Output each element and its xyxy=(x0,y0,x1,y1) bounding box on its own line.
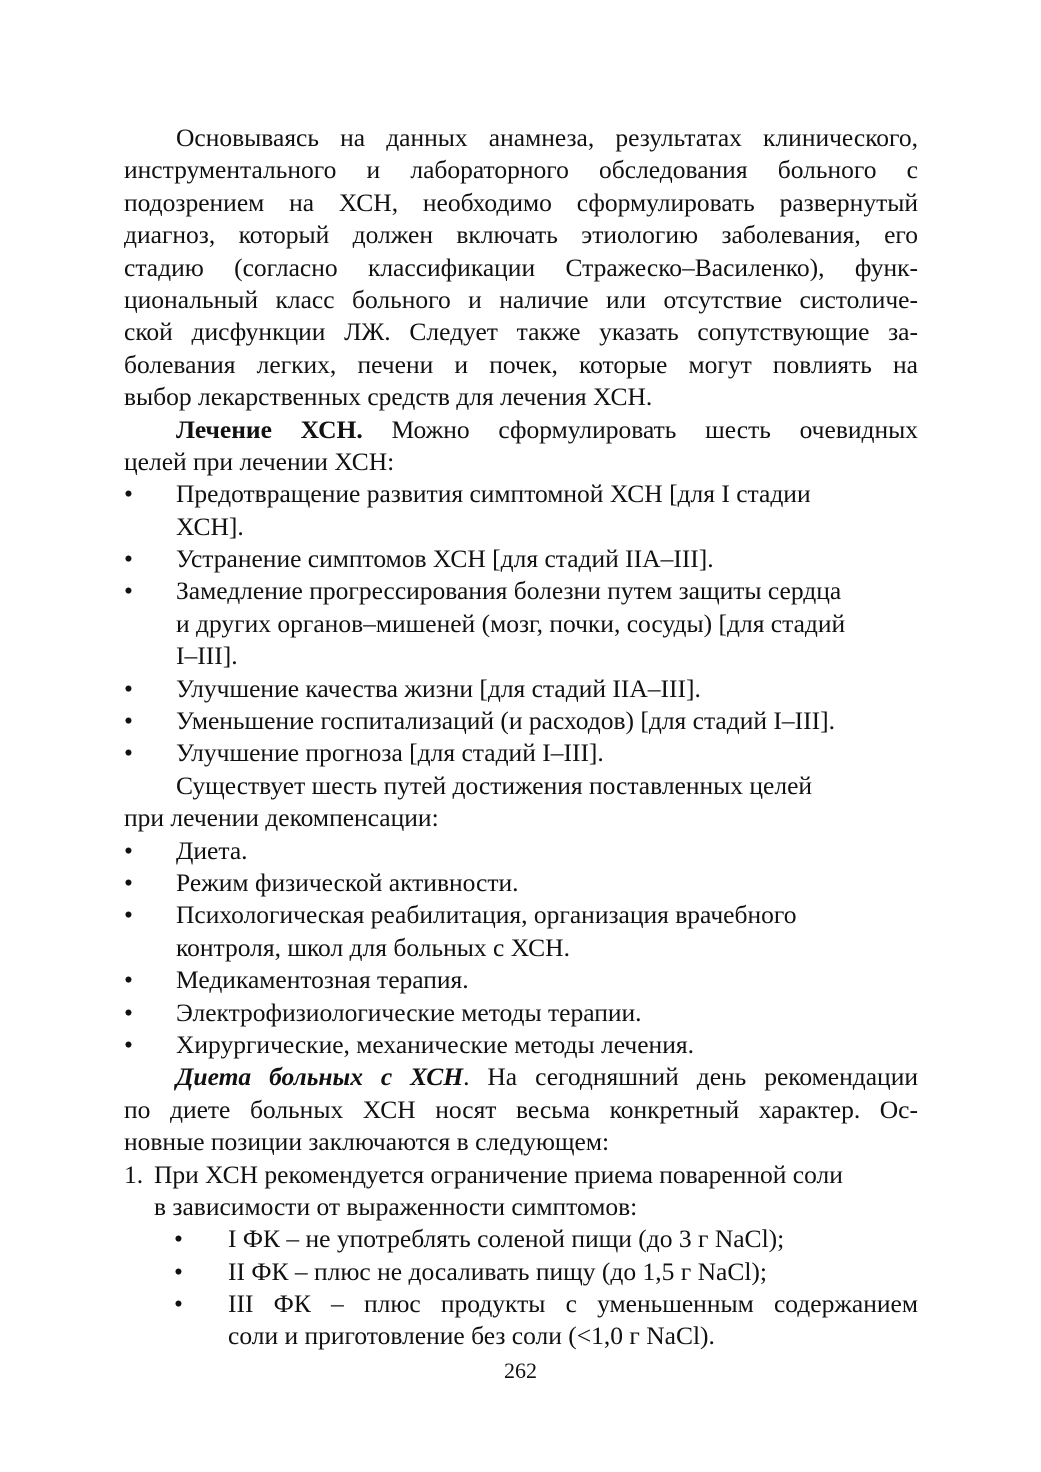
page-body xyxy=(124,122,918,1353)
sub-list-item: • I ФК – не употреблять соленой пищи (до 3 г NaCl); xyxy=(124,1223,918,1255)
diet-intro xyxy=(124,1061,918,1093)
bullet-icon: • xyxy=(124,479,133,509)
bullet-icon: • xyxy=(124,544,133,574)
paragraph-line: ской дисфункции ЛЖ. Следует также указать сопутствующие за- xyxy=(124,317,918,347)
diet-line: по диете больных ХСН носят весьма конкретный характер. Ос- xyxy=(124,1094,918,1124)
treatment-heading: Лечение ХСН. xyxy=(176,414,363,444)
treatment-intro xyxy=(124,414,918,446)
paragraph-line: стадию (согласно классификации Стражеско–Василенко), функ- xyxy=(124,252,918,282)
list-item: • Режим физической активности. xyxy=(124,867,918,899)
item-number: 1. xyxy=(124,1159,144,1189)
bullet-icon: • xyxy=(124,576,133,606)
diet-text: . На сегодняшний день рекомендации xyxy=(463,1062,918,1092)
bullet-icon: • xyxy=(124,997,133,1027)
paragraph-line: циональный класс больного и наличие или отсутствие систоличе- xyxy=(124,284,918,314)
diet-heading: Диета больных с ХСН xyxy=(176,1062,464,1092)
paragraph-line: инструментального и лабораторного обследования больного с xyxy=(124,155,918,185)
list-item: • Психологическая реабилитация, организация врачебного xyxy=(124,899,918,931)
list-item: • Электрофизиологические методы терапии. xyxy=(124,997,918,1029)
sub-list-item: • II ФК – плюс не досаливать пищу (до 1,5 г NaCl); xyxy=(124,1256,918,1288)
list-item: • Улучшение прогноза [для стадий I–III]. xyxy=(124,737,918,769)
list-item: • Уменьшение госпитализаций (и расходов) [для стадий I–III]. xyxy=(124,705,918,737)
treatment-text: Можно сформулировать шесть очевидных xyxy=(362,414,918,444)
bullet-icon: • xyxy=(124,673,133,703)
sub-list-item-continuation: соли и приготовление без соли (<1,0 г NaCl). xyxy=(228,1321,715,1351)
paragraph-line: болевания легких, печени и почек, которые могут повлиять на xyxy=(124,349,918,379)
list-item: • Медикаментозная терапия. xyxy=(124,964,918,996)
bullet-icon: • xyxy=(124,1029,133,1059)
numbered-item-continuation: в зависимости от выраженности симптомов: xyxy=(154,1191,638,1221)
bullet-icon: • xyxy=(174,1256,183,1286)
bullet-icon: • xyxy=(124,867,133,897)
list-item: • Предотвращение развития симптомной ХСН [для I стадии xyxy=(124,478,918,510)
page-number: 262 xyxy=(504,1358,537,1383)
list-item: • Диета. xyxy=(124,835,918,867)
bullet-icon: • xyxy=(174,1224,183,1254)
sub-list-item: • III ФК – плюс продукты с уменьшенным содержанием xyxy=(124,1288,918,1320)
list-item: • Замедление прогрессирования болезни путем защиты сердца xyxy=(124,575,918,607)
diet-line: новные позиции заключаются в следующем: xyxy=(124,1127,610,1157)
list-item-continuation: контроля, школ для больных с ХСН. xyxy=(176,932,570,962)
paragraph-line: выбор лекарственных средств для лечения ХСН. xyxy=(124,382,653,412)
list-item-continuation: I–III]. xyxy=(176,641,238,671)
list-item-continuation: ХСН]. xyxy=(176,511,244,541)
ways-intro-line: при лечении декомпенсации: xyxy=(124,803,439,833)
bullet-icon: • xyxy=(124,706,133,736)
paragraph-line: диагноз, который должен включать этиологию заболевания, его xyxy=(124,220,918,250)
bullet-icon: • xyxy=(124,738,133,768)
bullet-icon: • xyxy=(124,965,133,995)
list-item: • Устранение симптомов ХСН [для стадий IIA–III]. xyxy=(124,543,918,575)
paragraph-line: подозрением на ХСН, необходимо сформулировать развернутый xyxy=(124,187,918,217)
treatment-line: целей при лечении ХСН: xyxy=(124,446,395,476)
list-item: • Улучшение качества жизни [для стадий IIA–III]. xyxy=(124,673,918,705)
bullet-icon: • xyxy=(124,900,133,930)
list-item: • Хирургические, механические методы лечения. xyxy=(124,1029,918,1061)
bullet-icon: • xyxy=(124,835,133,865)
bullet-icon: • xyxy=(174,1289,183,1319)
numbered-item: 1. При ХСН рекомендуется ограничение приема поваренной соли xyxy=(124,1159,918,1191)
paragraph-line: Основываясь на данных анамнеза, результатах клинического, xyxy=(176,123,918,152)
list-item-continuation: и других органов–мишеней (мозг, почки, сосуды) [для стадий xyxy=(176,608,846,638)
ways-intro-line: Существует шесть путей достижения поставленных целей xyxy=(176,770,813,800)
